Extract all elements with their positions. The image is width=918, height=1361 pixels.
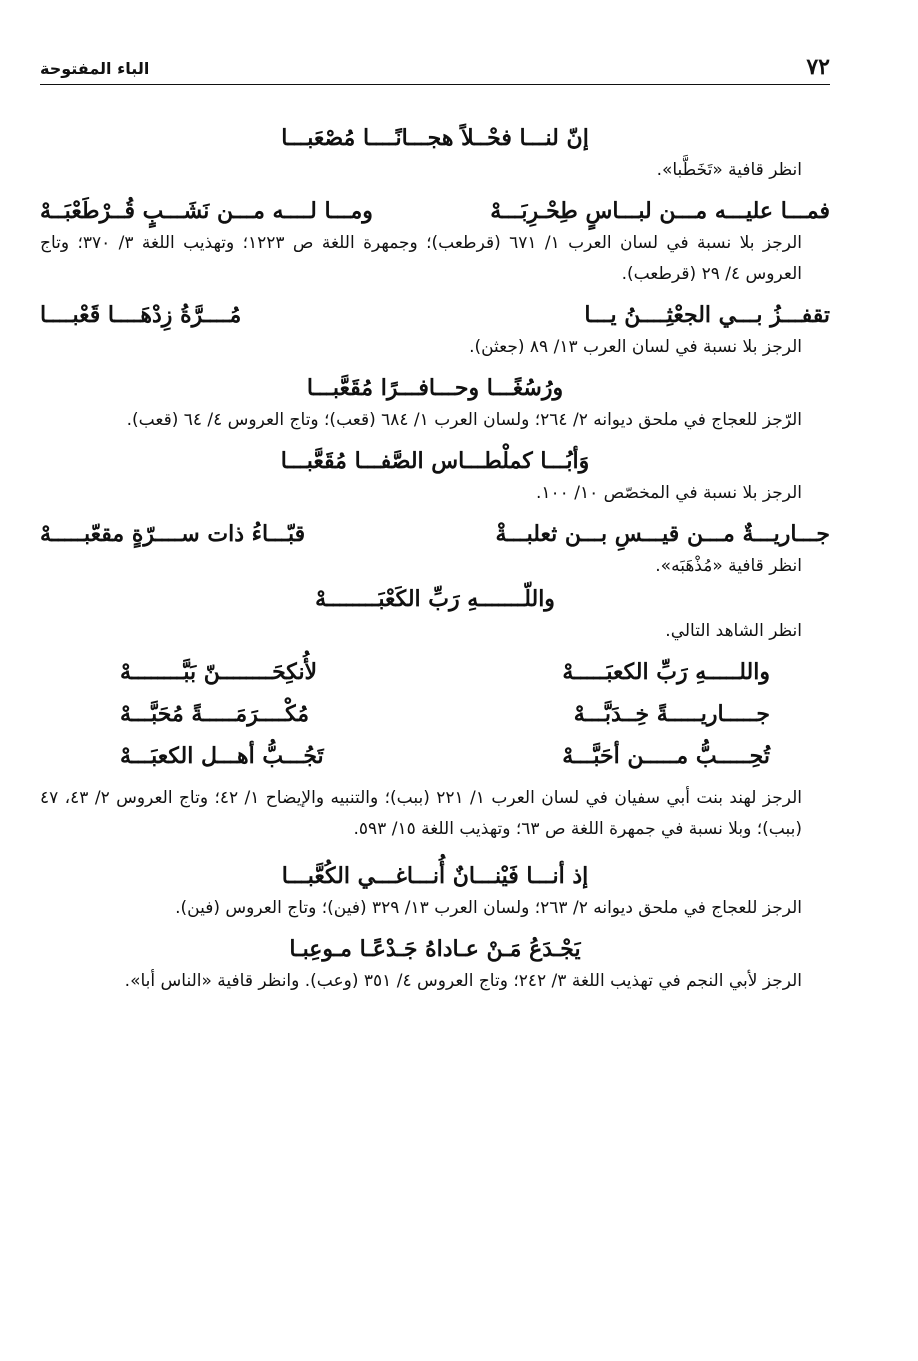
- first-hemistich: جـــــاريـــــةً خِــدَبَّـــهْ: [573, 701, 770, 727]
- poem-row: [40, 651, 830, 693]
- second-hemistich: مُكْــــرَمَـــــةً مُحَبَّـــهْ: [120, 701, 310, 727]
- second-hemistich: ومـــا لــــه مـــن نَشَـــبٍ قُــرْطَعْبَــهْ: [40, 198, 373, 224]
- note: انظر قافية «مُذْهَبَه».: [655, 556, 802, 576]
- verse-couplet: [40, 194, 830, 228]
- verse: يَجْـدَعُ مَـنْ عـاداهُ جَـدْعًـا مـوعِبـا: [289, 936, 581, 962]
- second-hemistich: لأُنكِحَــــــــنّ بَبَّــــــــهْ: [120, 659, 318, 685]
- page-header: [40, 54, 830, 85]
- poem-row: [40, 735, 830, 777]
- first-hemistich: تُحِـــــبُّ مـــــن أحَبَّـــهْ: [562, 743, 770, 769]
- note: الرجز للعجاج في ملحق ديوانه ٢/ ٢٦٣؛ ولسان العرب ١٣/ ٣٢٩ (فين)؛ وتاج العروس (فين).: [175, 898, 802, 918]
- second-hemistich: مُــــرَّةُ زِدْهَــــا قَعْبــــا: [40, 302, 242, 328]
- verse-couplet: [40, 298, 830, 332]
- first-hemistich: تقفـــزُ بـــي الجعْثِــــنُ يـــا: [584, 302, 830, 328]
- note: الرجز بلا نسبة في لسان العرب ١٣/ ٨٩ (جعثن).: [469, 337, 802, 357]
- poem-row: [40, 693, 830, 735]
- page-number: ٧٢: [806, 54, 830, 80]
- second-hemistich: قبّـــاءُ ذات ســــرّةٍ مقعّبـــــهْ: [40, 521, 306, 547]
- verse: إذ أنـــا فَيْنـــانٌ أُنـــاغـــي الكُعَّبـــا: [281, 863, 589, 889]
- first-hemistich: واللـــــهِ رَبِّ الكعبَـــــهْ: [562, 659, 770, 685]
- note: الرجز لهند بنت أبي سفيان في لسان العرب ١/ ٢٢١ (ببب)؛ والتنبيه والإيضاح ١/ ٤٢؛ وتاج العروس ٢/ ٤٣، ٤٧ (ببب)؛ وبلا نسبة في جمهرة اللغة ص ٦٣؛ وتهذيب اللغة ١٥/ ٥٩٣.: [40, 788, 803, 839]
- second-hemistich: تَجُـــبُّ أهـــل الكعبَـــهْ: [120, 743, 324, 769]
- note: الرجز بلا نسبة في المخصّص ١٠/ ١٠٠.: [536, 483, 802, 503]
- verse: ورُسُغًـــا وحـــافـــرًا مُقَعَّبـــا: [306, 375, 564, 401]
- verse: واللّـــــــهِ رَبِّ الكَعْبَــــــــهْ: [315, 586, 555, 612]
- verse: وَأبُـــا كملْطـــاس الصَّفـــا مُقَعَّبـــا: [280, 448, 590, 474]
- first-hemistich: فمـــا عليـــه مـــن لبـــاسٍ طِحْـرِبَـــهْ: [490, 198, 830, 224]
- section-title: الباء المفتوحة: [40, 59, 150, 78]
- note: انظر الشاهد التالي.: [665, 621, 802, 641]
- note: الرجز بلا نسبة في لسان العرب ١/ ٦٧١ (قرطعب)؛ وجمهرة اللغة ص ١٢٢٣؛ وتهذيب اللغة ٣/ ٣٧٠؛ وتاج العروس ٤/ ٢٩ (قرطعب).: [40, 233, 802, 284]
- poem-block: [40, 651, 830, 777]
- first-hemistich: جـــاريـــةٌ مـــن قيـــسِ بـــن ثعلبـــةْ: [495, 521, 830, 547]
- note: الرّجز للعجاج في ملحق ديوانه ٢/ ٢٦٤؛ ولسان العرب ١/ ٦٨٤ (قعب)؛ وتاج العروس ٤/ ٦٤ (قعب).: [126, 410, 802, 430]
- note: انظر قافية «تَخَطَّبا».: [656, 160, 802, 180]
- verse-couplet: [40, 517, 830, 551]
- document-page: [40, 54, 830, 997]
- verse: إنّ لنـــا فحْــلاً هجـــانًــــا مُصْعَبـــا: [281, 125, 589, 151]
- note: الرجز لأبي النجم في تهذيب اللغة ٣/ ٢٤٢؛ وتاج العروس ٤/ ٣٥١ (وعب). وانظر قافية «الناس أبا».: [124, 971, 802, 991]
